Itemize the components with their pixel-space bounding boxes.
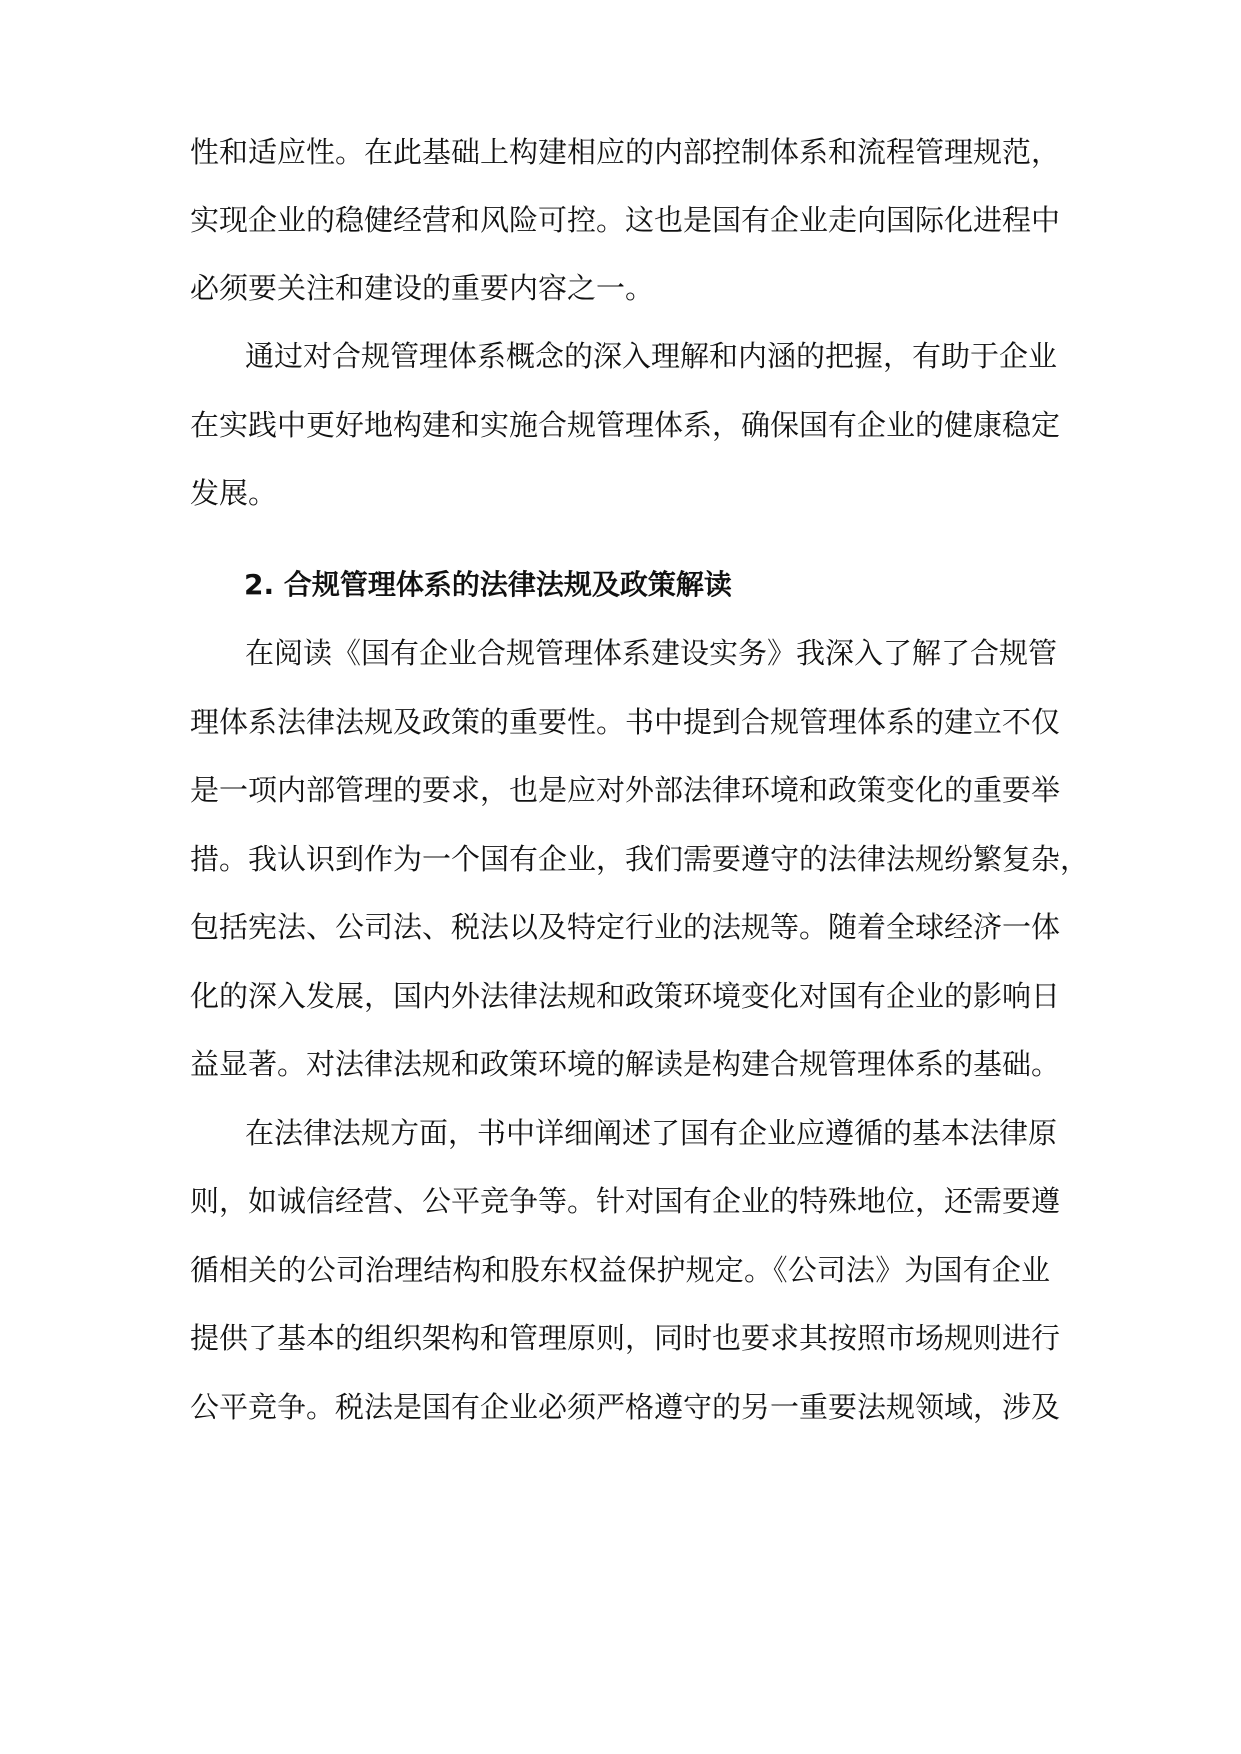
paragraph-line: 必须要关注和建设的重要内容之一。 [190,271,655,305]
paragraph-line: 理体系法律法规及政策的重要性。书中提到合规管理体系的建立不仅 [190,705,1061,739]
paragraph-line: 实现企业的稳健经营和风险可控。这也是国有企业走向国际化进程中 [190,203,1061,237]
paragraph-line: 则，如诚信经营、公平竞争等。针对国有企业的特殊地位，还需要遵 [190,1184,1061,1218]
paragraph-line: 化的深入发展，国内外法律法规和政策环境变化对国有企业的影响日 [190,979,1061,1013]
paragraph-line: 循相关的公司治理结构和股东权益保护规定。《公司法》为国有企业 [190,1253,1050,1287]
paragraph-line: 益显著。对法律法规和政策环境的解读是构建合规管理体系的基础。 [190,1047,1061,1081]
paragraph-line: 通过对合规管理体系概念的深入理解和内涵的把握，有助于企业 [245,339,1058,373]
section-heading: 2. 合规管理体系的法律法规及政策解读 [244,568,732,601]
paragraph-line: 公平竞争。税法是国有企业必须严格遵守的另一重要法规领域，涉及 [190,1390,1061,1424]
paragraph-line: 在阅读《国有企业合规管理体系建设实务》我深入了解了合规管 [245,636,1058,670]
paragraph-line: 在实践中更好地构建和实施合规管理体系，确保国有企业的健康稳定 [190,408,1061,442]
paragraph-line: 在法律法规方面，书中详细阐述了国有企业应遵循的基本法律原 [245,1116,1058,1150]
paragraph-line: 包括宪法、公司法、税法以及特定行业的法规等。随着全球经济一体 [190,910,1061,944]
paragraph-line: 性和适应性。在此基础上构建相应的内部控制体系和流程管理规范， [190,135,1061,169]
paragraph-line: 是一项内部管理的要求，也是应对外部法律环境和政策变化的重要举 [190,773,1061,807]
paragraph-line: 措。我认识到作为一个国有企业，我们需要遵守的法律法规纷繁复杂， [190,842,1090,876]
paragraph-line: 发展。 [190,476,278,510]
paragraph-line: 提供了基本的组织架构和管理原则，同时也要求其按照市场规则进行 [190,1321,1061,1355]
